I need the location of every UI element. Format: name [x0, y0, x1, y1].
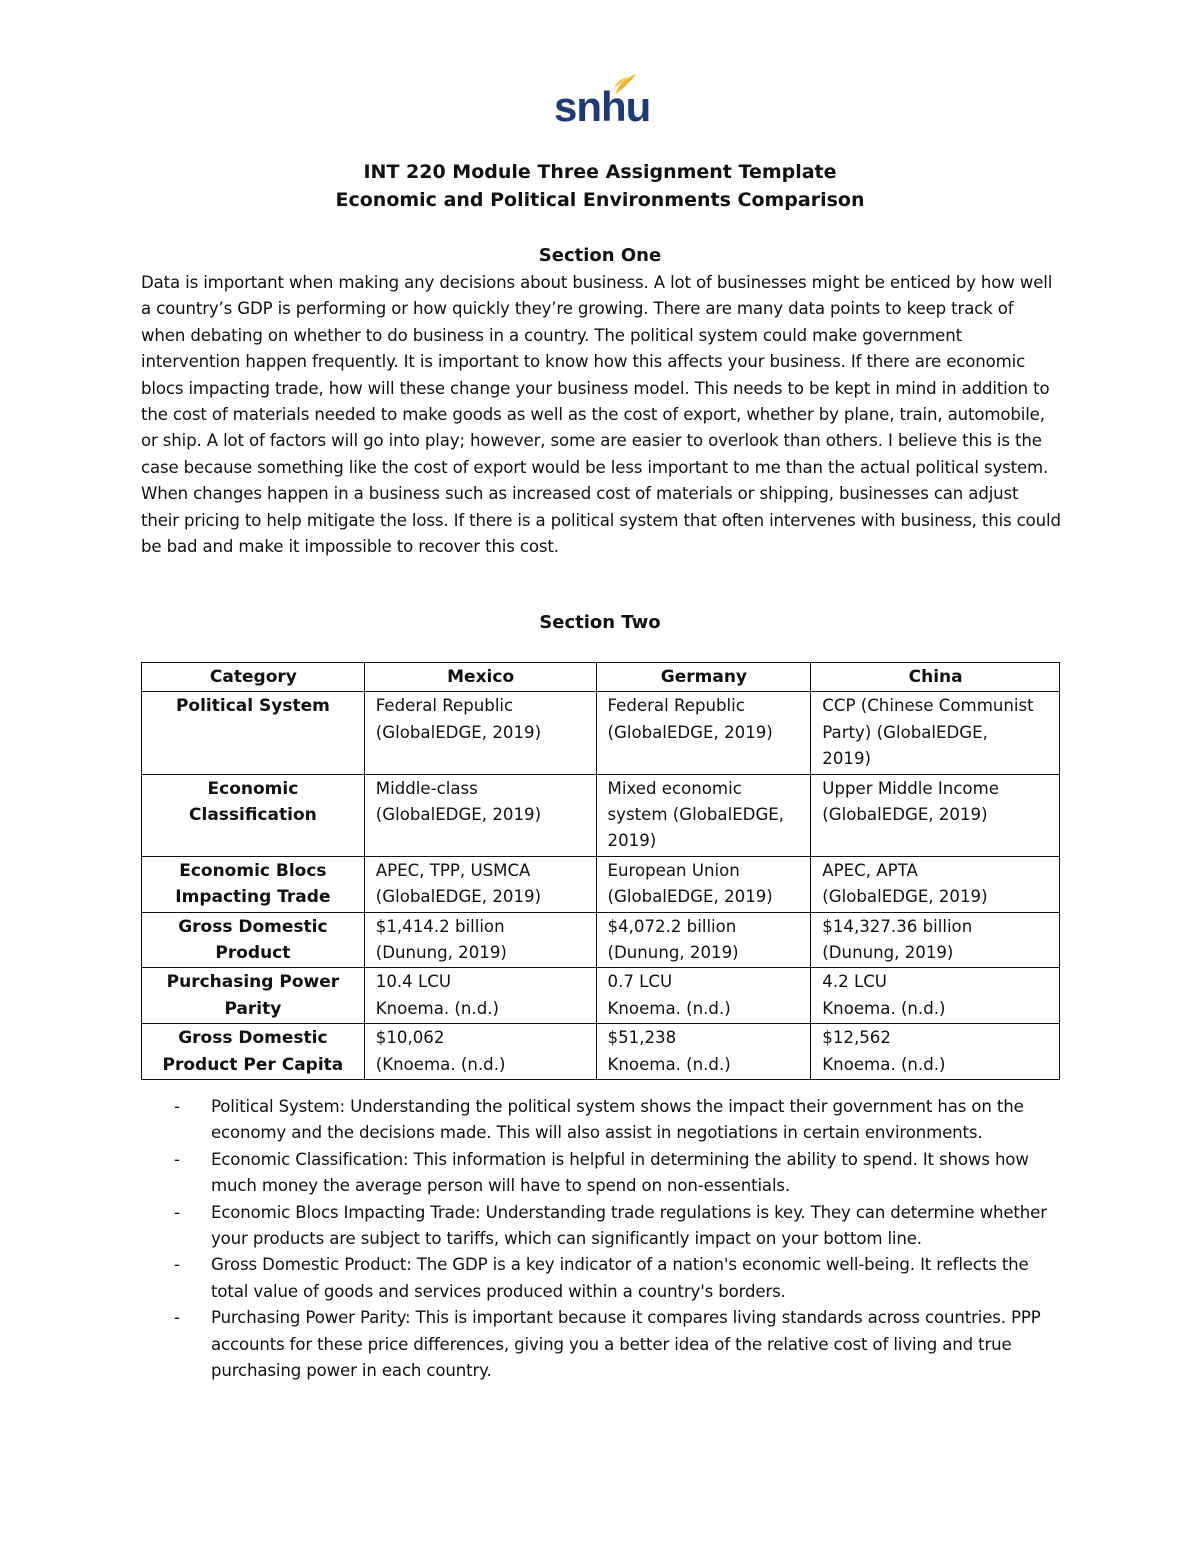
column-header: Germany — [596, 663, 811, 692]
cell-text-line: APEC, APTA — [822, 860, 918, 880]
section-two-heading: Section Two — [539, 612, 661, 633]
cell-text-line: Gross Domestic — [178, 1028, 328, 1049]
cell-text-line: Gross Domestic — [178, 916, 328, 937]
cell-text-line: Economic Blocs — [179, 860, 327, 881]
cell-text-line: (Knoema. (n.d.) — [375, 1054, 506, 1074]
cell-text-line: Economic — [207, 778, 299, 799]
table-cell — [596, 774, 811, 856]
list-item — [141, 1147, 1061, 1200]
column-header: Mexico — [364, 663, 596, 692]
bullet-dash: - — [174, 1097, 180, 1116]
table-cell — [811, 692, 1060, 774]
cell-text-line: (GlobalEDGE, 2019) — [375, 722, 542, 742]
list-item — [141, 1200, 1061, 1253]
bullet-dash: - — [174, 1202, 180, 1222]
table-cell — [596, 856, 811, 912]
cell-text-line: (GlobalEDGE, 2019) — [822, 805, 988, 825]
logo-wordmark: snhu — [554, 83, 651, 130]
table-row — [142, 856, 1060, 912]
section-one-paragraph: Data is important when making any decisions about business. A lot of businesses might be enticed by how well a country’s GDP is performing or how quickly they’re growing. There are many data points to keep track of when debating on whether to do business in a country. The political system could make government intervention happen frequently. It is important to know how this affects your business. If there are economic blocs impacting trade, how will these change your business model. This needs to be kept in mind in addition to the cost of materials needed to make goods as well as the cost of export, whether by plane, train, automobile, or ship. A lot of factors will go into play; however, some are easier to overlook than others. I believe this is the case because something like the cost of export would be less important to me than the actual political system. When changes happen in a business such as increased cost of materials or shipping, businesses can adjust their pricing to help mitigate the loss. If there is a political system that often intervenes with business, this could be bad and make it impossible to recover this cost. — [141, 273, 1061, 557]
comparison-table — [141, 662, 1060, 1080]
table-cell — [364, 692, 596, 774]
cell-text-line: 4.2 LCU — [822, 972, 887, 992]
table-cell — [811, 912, 1060, 968]
table-cell — [596, 1024, 811, 1080]
cell-text-line: (GlobalEDGE, 2019) — [607, 887, 773, 907]
row-header-cell — [142, 774, 365, 856]
column-header: Category — [142, 663, 365, 692]
cell-text-line: Mixed economic — [607, 778, 742, 798]
table-row — [142, 692, 1060, 774]
cell-text-line: Upper Middle Income — [822, 778, 999, 798]
table-cell — [811, 968, 1060, 1024]
table-cell — [364, 856, 596, 912]
note-text: Political System: Understanding the political system shows the impact their government has on the economy and the decisions made. This will also assist in negotiations in certain environments. — [211, 1097, 1024, 1143]
row-header-cell — [142, 968, 365, 1024]
cell-text-line: CCP (Chinese Communist — [822, 696, 1034, 716]
list-item — [141, 1305, 1061, 1384]
cell-text-line: APEC, TPP, USMCA — [375, 860, 531, 880]
cell-text-line: 0.7 LCU — [607, 972, 673, 992]
note-text: Economic Classification: This information is helpful in determining the ability to spend. It shows how much money the average person will have to spend on non-essentials. — [211, 1149, 1029, 1196]
cell-text-line: Federal Republic — [375, 696, 514, 716]
cell-text-line: $51,238 — [607, 1028, 677, 1048]
table-cell — [364, 1024, 596, 1080]
cell-text-line: $10,062 — [375, 1028, 445, 1048]
note-text: Economic Blocs Impacting Trade: Understanding trade regulations is key. They can determine whether your products are subject to tariffs, which can significantly impact on your bottom line. — [211, 1202, 1047, 1249]
cell-text-line: (GlobalEDGE, 2019) — [375, 805, 542, 825]
cell-text-line: Middle-class — [375, 778, 478, 798]
bullet-dash: - — [174, 1255, 180, 1275]
table-header-row — [142, 663, 1060, 692]
table-row — [142, 1024, 1060, 1080]
table-row — [142, 912, 1060, 968]
cell-text-line: 2019) — [822, 749, 872, 769]
row-header-cell — [142, 912, 365, 968]
cell-text-line: (Dunung, 2019) — [375, 943, 507, 963]
cell-text-line: (GlobalEDGE, 2019) — [607, 722, 773, 742]
cell-text-line: Classification — [189, 805, 317, 826]
cell-text-line: $12,562 — [822, 1028, 891, 1048]
snhu-logo — [552, 72, 651, 134]
cell-text-line: (Dunung, 2019) — [822, 943, 954, 963]
cell-text-line: (GlobalEDGE, 2019) — [822, 887, 988, 907]
table-row — [142, 774, 1060, 856]
cell-text-line: Knoema. (n.d.) — [822, 1054, 946, 1074]
cell-text-line: (GlobalEDGE, 2019) — [375, 887, 542, 907]
row-header-cell — [142, 1024, 365, 1080]
row-header-cell — [142, 692, 365, 774]
table-cell — [811, 774, 1060, 856]
cell-text-line: $1,414.2 billion — [375, 916, 505, 936]
row-header-cell — [142, 856, 365, 912]
cell-text-line: Political System — [175, 696, 330, 717]
notes-list — [141, 1094, 1061, 1384]
cell-text-line: European Union — [607, 860, 740, 880]
cell-text-line: 2019) — [607, 831, 657, 851]
cell-text-line: Federal Republic — [607, 696, 745, 716]
cell-text-line: Purchasing Power — [166, 972, 340, 993]
bullet-dash: - — [174, 1308, 180, 1328]
table-cell — [596, 912, 811, 968]
cell-text-line: Knoema. (n.d.) — [607, 998, 731, 1018]
cell-text-line: Knoema. (n.d.) — [607, 1054, 731, 1074]
cell-text-line: Product Per Capita — [162, 1054, 344, 1075]
section-one-heading: Section One — [538, 245, 662, 266]
cell-text-line: Knoema. (n.d.) — [375, 998, 499, 1018]
table-cell — [811, 1024, 1060, 1080]
table-cell — [364, 968, 596, 1024]
cell-text-line: Party) (GlobalEDGE, — [822, 722, 988, 742]
table-cell — [811, 856, 1060, 912]
bullet-dash: - — [174, 1149, 180, 1169]
cell-text-line: 10.4 LCU — [375, 972, 451, 992]
note-text: Purchasing Power Parity: This is important because it compares living standards across countries. PPP accounts for these price differences, giving you a better idea of the relative cost of living and true purchasing power in each country. — [211, 1308, 1041, 1381]
table-row — [142, 968, 1060, 1024]
document-title: INT 220 Module Three Assignment Template — [363, 161, 837, 183]
table-cell — [596, 692, 811, 774]
table-cell — [364, 774, 596, 856]
list-item — [141, 1094, 1061, 1147]
table-cell — [596, 968, 811, 1024]
column-header: China — [811, 663, 1060, 692]
cell-text-line: Knoema. (n.d.) — [822, 998, 946, 1018]
cell-text-line: system (GlobalEDGE, — [607, 805, 785, 825]
table-body — [142, 692, 1060, 1080]
cell-text-line: Impacting Trade — [175, 887, 331, 908]
cell-text-line: $14,327.36 billion — [822, 916, 973, 936]
table-cell — [364, 912, 596, 968]
cell-text-line: Parity — [224, 998, 282, 1019]
list-item — [141, 1252, 1061, 1305]
note-text: Gross Domestic Product: The GDP is a key indicator of a nation's economic well-being. It reflects the total value of goods and services produced within a country's borders. — [211, 1255, 1029, 1301]
document-subtitle: Economic and Political Environments Comparison — [335, 189, 865, 211]
cell-text-line: $4,072.2 billion — [607, 916, 737, 936]
cell-text-line: (Dunung, 2019) — [607, 943, 739, 963]
cell-text-line: Product — [215, 943, 291, 964]
